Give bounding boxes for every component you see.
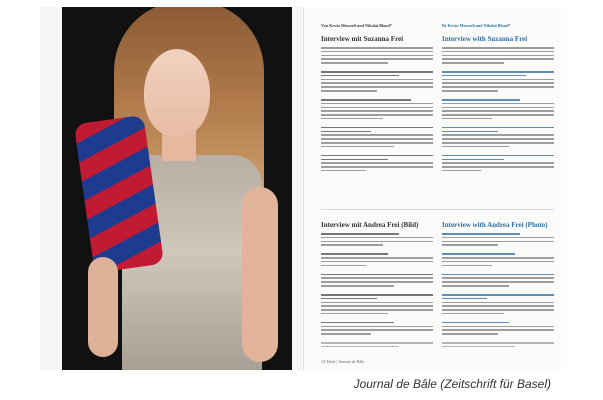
section-divider <box>321 209 554 210</box>
interview-body <box>321 233 433 347</box>
face-shape <box>144 49 210 137</box>
author-line: By Kevin Messerli and Nikolai Blond* <box>442 23 511 28</box>
interview-heading: Interview mit Andrea Frei (Bild) <box>321 221 419 229</box>
interview-heading: Interview with Suzanna Frei <box>442 35 528 43</box>
interview-heading: Interview mit Suzanna Frei <box>321 35 404 43</box>
magazine-right-page <box>303 7 561 370</box>
image-caption: Journal de Bâle (Zeitschrift für Basel) <box>353 377 551 391</box>
magazine-left-page <box>40 7 302 370</box>
interview-bottom-english <box>442 215 554 347</box>
interview-top-german <box>321 23 433 171</box>
interview-body <box>442 233 554 347</box>
right-arm-shape <box>242 187 278 362</box>
left-arm-shape <box>88 257 118 357</box>
page-footer: 14 Tebel | Journal de Bâle <box>321 359 365 364</box>
author-line: Von Kevin Messerli und Nikolai Blond* <box>321 23 392 28</box>
interview-heading: Interview with Andrea Frei (Photo) <box>442 221 548 229</box>
interview-bottom-german <box>321 215 433 347</box>
interview-body <box>442 47 554 171</box>
interview-top-english <box>442 23 554 171</box>
portrait-photo <box>62 7 292 370</box>
interview-body <box>321 47 433 171</box>
